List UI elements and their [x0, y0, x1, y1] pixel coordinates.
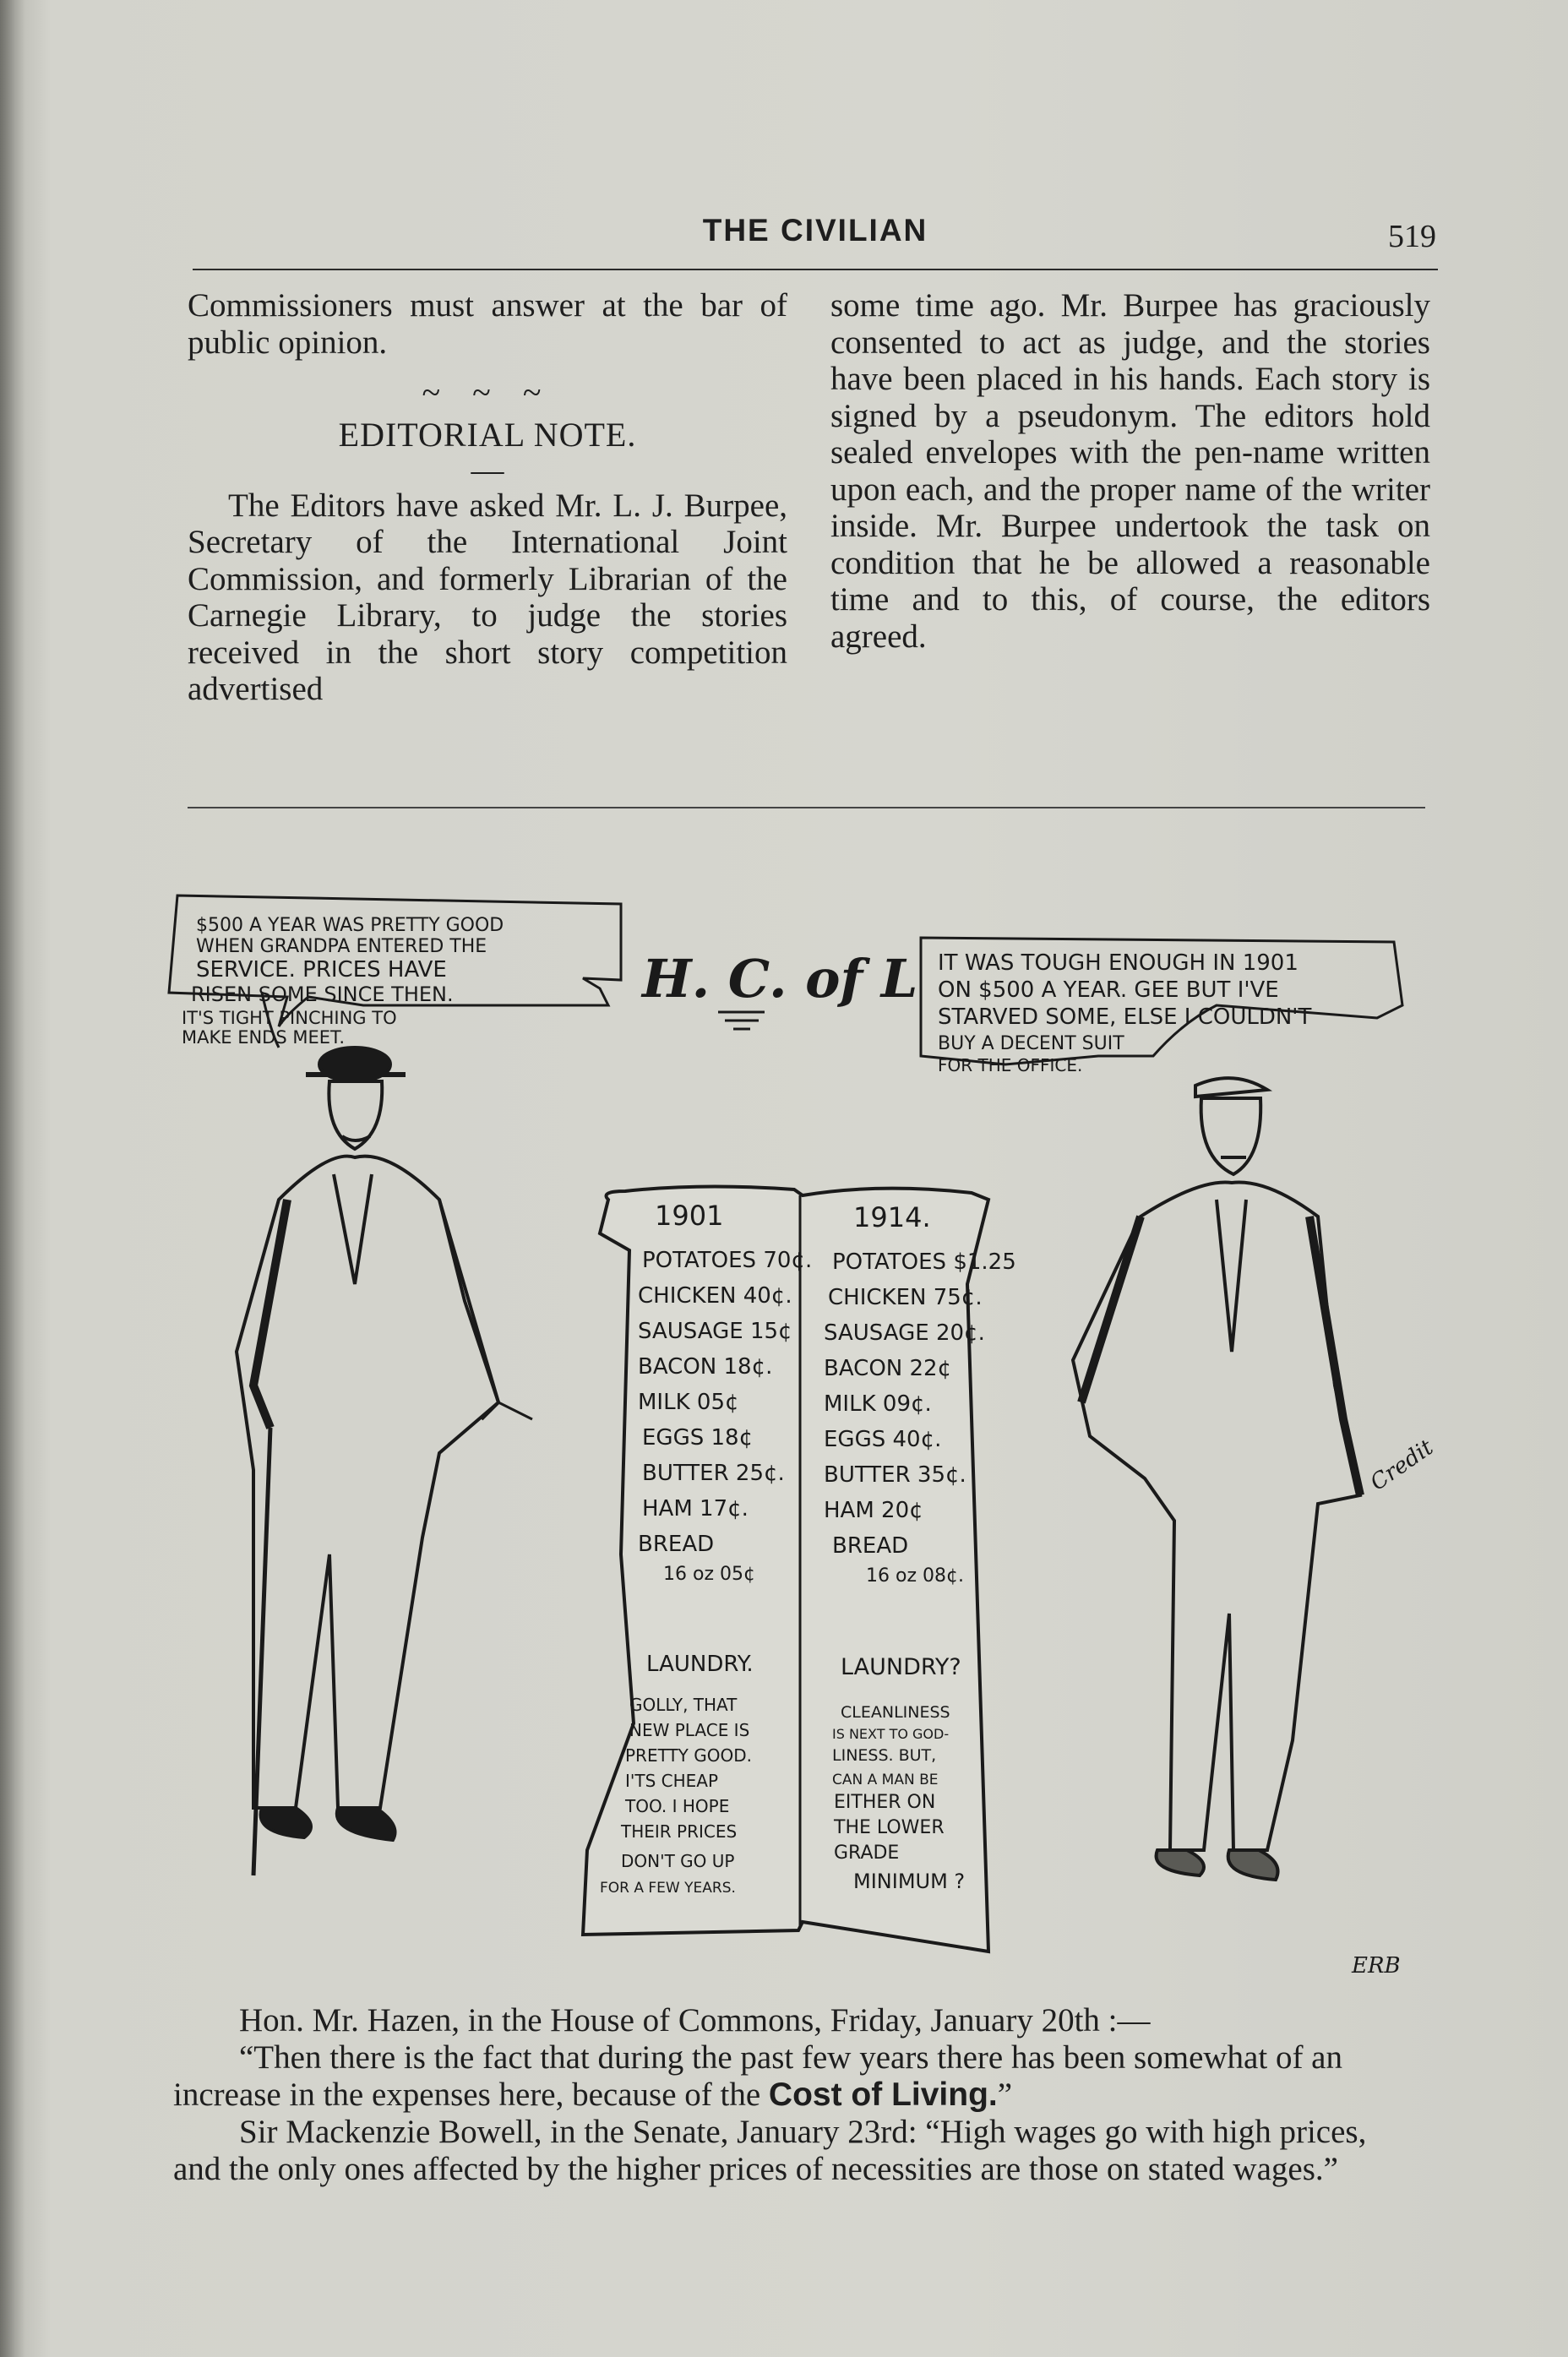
right-laundry-line: LINESS. BUT,: [832, 1746, 937, 1765]
quote-bold-phrase: Cost of Living.: [768, 2077, 998, 2113]
left-laundry-line: I'TS CHEAP: [625, 1771, 719, 1791]
right-bubble-line: ON $500 A YEAR. GEE BUT I'VE: [938, 977, 1279, 1003]
right-bubble-line: FOR THE OFFICE.: [938, 1055, 1083, 1075]
left-laundry-line: GOLLY, THAT: [629, 1695, 738, 1715]
right-page-year: 1914.: [853, 1201, 931, 1233]
cartoon-title: H. C. of L: [642, 948, 918, 1010]
section-rule: [188, 807, 1425, 808]
publication-title: THE CIVILIAN: [702, 213, 928, 248]
editorial-note-heading: EDITORIAL NOTE.: [338, 416, 637, 454]
price-item-1901: BREAD: [638, 1532, 715, 1557]
left-laundry-line: THEIR PRICES: [621, 1821, 738, 1842]
price-item-1914: BACON 22¢: [824, 1356, 952, 1381]
right-bubble-line: IT WAS TOUGH ENOUGH IN 1901: [938, 950, 1298, 976]
right-laundry-title: LAUNDRY?: [841, 1654, 961, 1680]
left-bubble-line: SERVICE. PRICES HAVE: [196, 957, 447, 983]
credit-handwriting: Credit: [1365, 1434, 1439, 1496]
page-number: 519: [1388, 219, 1436, 254]
left-bubble-line: IT'S TIGHT PINCHING TO: [182, 1008, 397, 1028]
left-laundry-line: NEW PLACE IS: [629, 1720, 750, 1740]
binding-shadow: [0, 0, 25, 2357]
header-rule: [193, 269, 1438, 270]
left-laundry-line: DON'T GO UP: [621, 1851, 735, 1871]
right-laundry-line: GRADE: [834, 1843, 900, 1864]
caption-quote-hazen: [173, 2039, 1415, 2114]
left-laundry-line: FOR A FEW YEARS.: [600, 1880, 736, 1897]
price-item-1901: CHICKEN 40¢.: [638, 1283, 792, 1309]
left-page-year: 1901: [655, 1200, 724, 1232]
price-item-1901: POTATOES 70¢.: [642, 1248, 813, 1273]
left-laundry-title: LAUNDRY.: [646, 1652, 754, 1677]
right-bubble-line: STARVED SOME, ELSE I COULDN'T: [938, 1004, 1312, 1030]
price-item-1914: CHICKEN 75¢.: [828, 1285, 983, 1310]
cartoon-illustration: [161, 879, 1462, 2002]
caption-quote-bowell: Sir Mackenzie Bowell, in the Senate, January 23rd: “High wages go with high prices, and the only ones affected by the higher prices of necessities are those on stated wages.”: [173, 2114, 1367, 2187]
heading-dash: —: [471, 451, 504, 488]
price-item-1914: HAM 20¢: [824, 1498, 923, 1523]
price-item-1914: EGGS 40¢.: [824, 1427, 942, 1452]
quote-text: “Then there is the fact that during the past few years there has been somewhat of an increase in the expenses here, because of the: [173, 2039, 1342, 2113]
left-laundry-line: PRETTY GOOD.: [625, 1745, 752, 1766]
right-laundry-line: CLEANLINESS: [841, 1703, 950, 1722]
right-man-figure: [1073, 1078, 1360, 1880]
right-column: [830, 287, 1430, 655]
left-bubble-line: $500 A YEAR WAS PRETTY GOOD: [196, 915, 504, 936]
price-item-1901: MILK 05¢: [638, 1390, 739, 1415]
price-item-1901: SAUSAGE 15¢: [638, 1319, 792, 1344]
cartoon-drawing: [161, 879, 1462, 2002]
right-laundry-line: CAN A MAN BE: [832, 1772, 939, 1788]
price-item-1901: 16 oz 05¢: [663, 1564, 755, 1585]
editorial-note-continued: some time ago. Mr. Burpee has graciously consented to act as judge, and the stories have been placed in his hands. Each story is signed by a pseudonym. The editors hold sealed envelopes with the pen-name written upon each, and the proper name of the writer inside. Mr. Burpee undertook the task on condition that he be allowed a reasonable time and to this, of course, the editors agreed.: [830, 287, 1430, 655]
price-item-1914: MILK 09¢.: [824, 1391, 932, 1417]
left-column: [188, 287, 787, 708]
caption-attribution-hazen: Hon. Mr. Hazen, in the House of Commons, Friday, January 20th :—: [239, 2002, 1151, 2039]
left-laundry-line: TOO. I HOPE: [625, 1796, 730, 1816]
left-bubble-line: MAKE ENDS MEET.: [182, 1027, 346, 1048]
price-item-1914: BUTTER 35¢.: [824, 1462, 966, 1488]
price-item-1914: 16 oz 08¢.: [866, 1565, 964, 1587]
right-laundry-line: MINIMUM ?: [853, 1870, 966, 1893]
running-head: [194, 213, 1436, 255]
price-item-1901: HAM 17¢.: [642, 1496, 749, 1521]
artist-signature: ERB: [1352, 1953, 1401, 1979]
price-item-1901: EGGS 18¢: [642, 1425, 754, 1451]
left-bubble-line: RISEN SOME SINCE THEN.: [191, 983, 454, 1006]
price-item-1901: BUTTER 25¢.: [642, 1461, 785, 1486]
price-item-1901: BACON 18¢.: [638, 1354, 773, 1380]
price-item-1914: BREAD: [832, 1533, 909, 1559]
cartoon-caption: [173, 2002, 1415, 2188]
ornament-divider: ~ ~ ~: [422, 373, 553, 411]
right-laundry-line: IS NEXT TO GOD-: [832, 1726, 950, 1742]
price-item-1914: SAUSAGE 20¢.: [824, 1320, 985, 1346]
left-bubble-text: [182, 915, 504, 1048]
right-bubble-line: BUY A DECENT SUIT: [938, 1033, 1124, 1054]
price-item-1914: POTATOES $1.25: [832, 1249, 1016, 1275]
editorial-note-paragraph: The Editors have asked Mr. L. J. Burpee, Secretary of the International Joint Commission, and formerly Librarian of the Carnegie Library, to judge the stories received in the short story competition advertised: [188, 487, 787, 707]
right-laundry-line: THE LOWER: [834, 1817, 945, 1838]
right-laundry-line: EITHER ON: [834, 1792, 936, 1813]
continued-paragraph: Commissioners must answer at the bar of public opinion.: [188, 287, 787, 361]
quote-close: ”: [997, 2077, 1013, 2113]
left-man-figure: [237, 1048, 532, 1875]
left-bubble-line: WHEN GRANDPA ENTERED THE: [196, 936, 487, 957]
